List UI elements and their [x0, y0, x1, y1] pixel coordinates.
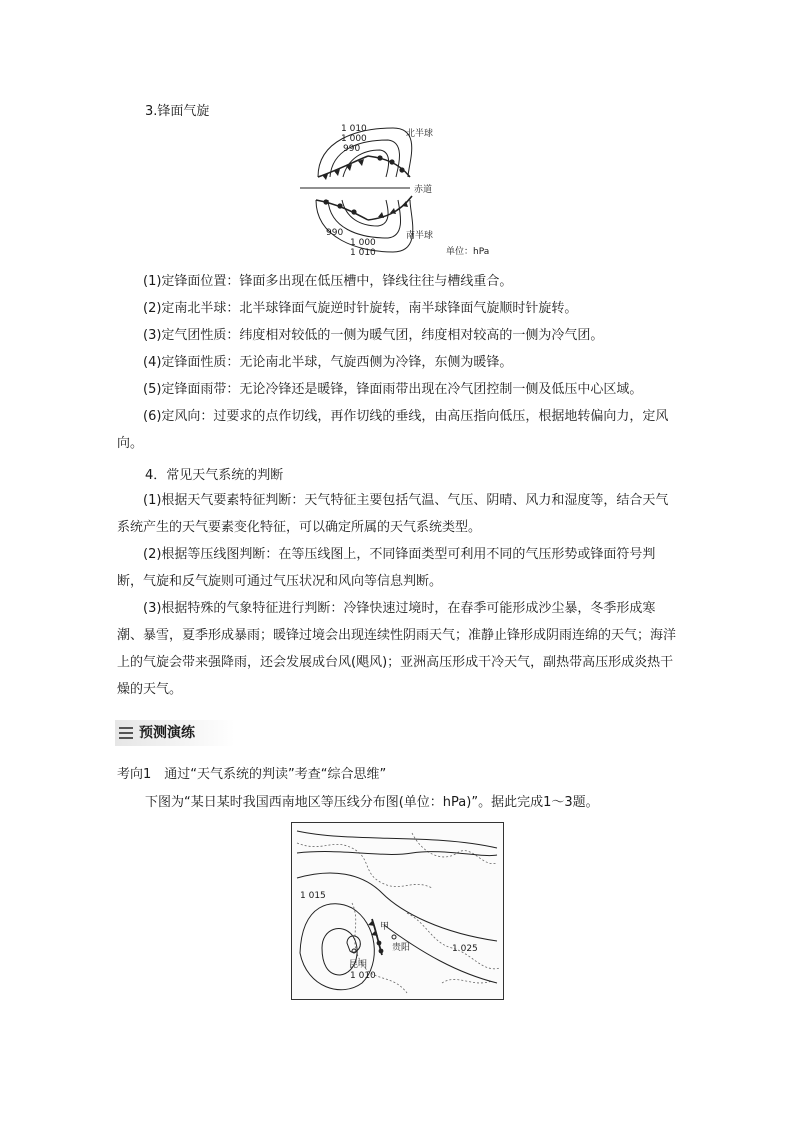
south-isobar-1010: 1 010	[350, 248, 376, 258]
practice-header-text: 预测演练	[139, 725, 195, 741]
section3-item-1: (1)定锋面位置：锋面多出现在低压槽中，锋线往往与槽线重合。	[143, 274, 513, 289]
equator-label: 赤道	[414, 185, 433, 195]
list-icon	[119, 727, 133, 739]
section3-item-4: (4)定锋面性质：无论南北半球，气旋西侧为冷锋，东侧为暖锋。	[143, 355, 513, 370]
unit-label: 单位：hPa	[446, 247, 490, 257]
section4-title: 4．常见天气系统的判断	[145, 468, 284, 483]
north-isobar-990: 990	[343, 144, 361, 154]
section4-item-2: (2)根据等压线图判断：在等压线图上，不同锋面类型可利用不同的气压形势或锋面符号判断，气旋和反气旋则可通过气压状况和风向等信息判断。	[117, 547, 656, 589]
isobar-map-figure	[291, 822, 504, 1000]
north-isobar-1000: 1 000	[341, 134, 367, 144]
practice-direction: 考向1 通过“天气系统的判读”考查“综合思维”	[117, 767, 387, 782]
south-isobar-1000: 1 000	[350, 238, 376, 248]
section4-item-3: (3)根据特殊的气象特征进行判断：冷锋快速过境时，在春季可能形成沙尘暴，冬季形成寒潮、暴雪，夏季形成暴雨；暖锋过境会出现连续性阴雨天气；准静止锋形成阴雨连绵的天气；海洋上的气旋会带来强降雨，还会发展成台风(飓风)；亚洲高压形成干冷天气，副热带高压形成炎热干燥的天气。	[117, 601, 677, 697]
south-hemisphere-label: 南半球	[406, 231, 434, 241]
section3-item-5: (5)定锋面雨带：无论冷锋还是暖锋，锋面雨带出现在冷气团控制一侧及低压中心区域。	[143, 382, 643, 397]
frontal-cyclone-figure	[298, 120, 498, 260]
isobar-map	[292, 823, 503, 999]
city-guiyang-label: 贵阳	[392, 943, 411, 953]
isobar-1025-label: 1 025	[452, 944, 478, 954]
section3-item-6: (6)定风向：过要求的点作切线，再作切线的垂线，由高压指向低压，根据地转偏向力，定风向。	[117, 409, 669, 451]
section4-item-1: (1)根据天气要素特征判断：天气特征主要包括气温、气压、阴晴、风力和湿度等，结合天气系统产生的天气要素变化特征，可以确定所属的天气系统类型。	[117, 493, 669, 535]
north-isobar-1010: 1 010	[341, 124, 367, 134]
section3-item-3: (3)定气团性质：纬度相对较低的一侧为暖气团，纬度相对较高的一侧为冷气团。	[143, 328, 604, 343]
city-jia-label: 甲	[380, 922, 390, 932]
south-isobar-990: 990	[326, 228, 344, 238]
practice-intro: 下图为“某日某时我国西南地区等压线分布图(单位：hPa)”。据此完成1～3题。	[145, 795, 599, 810]
north-hemisphere-label: 北半球	[406, 129, 434, 139]
isobar-1015-label: 1 015	[300, 891, 326, 901]
practice-header	[115, 720, 235, 746]
city-kunming-label: 昆明	[349, 960, 368, 970]
section3-title: 3.锋面气旋	[145, 104, 210, 119]
section3-item-2: (2)定南北半球：北半球锋面气旋逆时针旋转，南半球锋面气旋顺时针旋转。	[143, 301, 578, 316]
frontal-cyclone-diagram	[298, 120, 498, 260]
isobar-1010-label: 1 010	[350, 971, 376, 981]
